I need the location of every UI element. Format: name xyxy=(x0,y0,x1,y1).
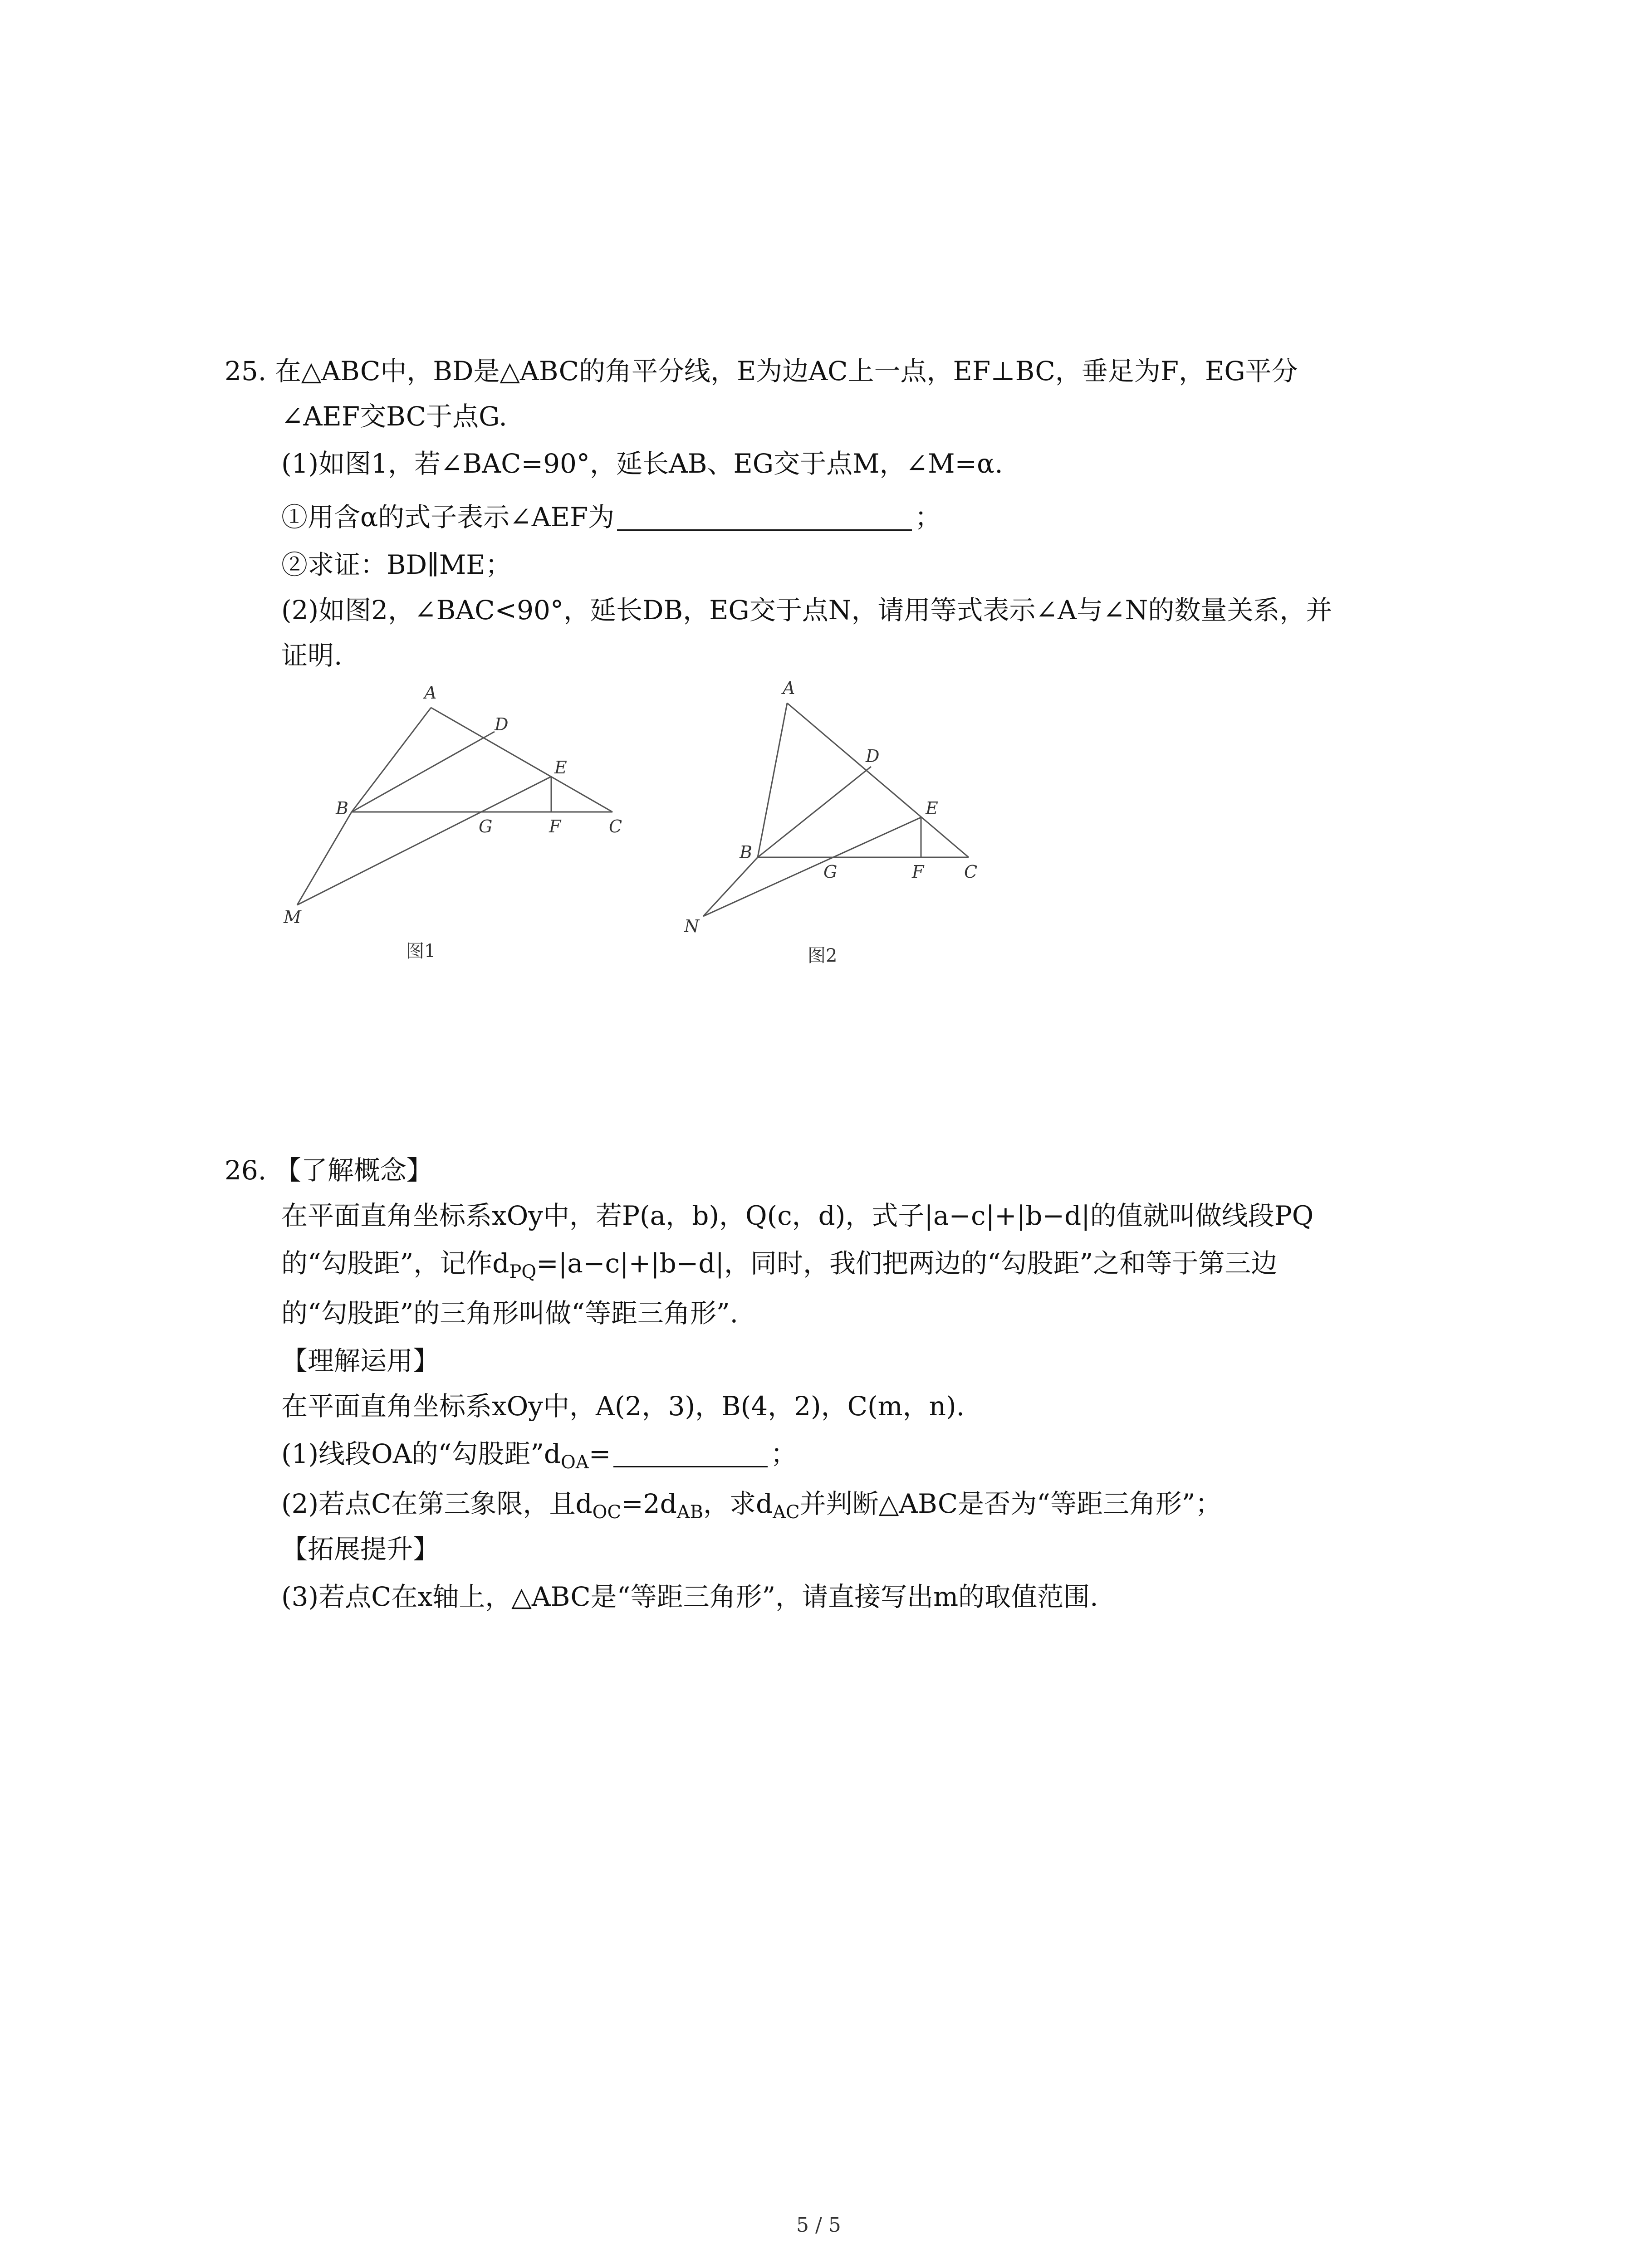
fig2-segment-bn xyxy=(703,857,758,916)
fig2-segment-en xyxy=(703,817,921,916)
fig2-label-e: E xyxy=(926,798,938,818)
q26-part2-sub-ab: AB xyxy=(676,1502,703,1523)
q25-part1b: ②求证：BD∥ME； xyxy=(281,549,512,580)
q26-heading-apply: 【理解运用】 xyxy=(281,1345,440,1376)
q26-part2 xyxy=(281,1486,1222,1522)
fig2-label-n: N xyxy=(684,916,700,936)
fig1-label-a: A xyxy=(424,683,437,703)
answer-blank-aef[interactable] xyxy=(617,502,912,531)
q26-part1 xyxy=(281,1436,797,1472)
q26-part1-sub-oa: OA xyxy=(561,1452,589,1473)
q26-number: 26. xyxy=(225,1155,267,1186)
q26-concept-line3: 的“勾股距”的三角形叫做“等距三角形”. xyxy=(281,1298,739,1329)
fig2-segment-bd xyxy=(758,767,871,857)
fig1-segment-bd xyxy=(352,732,495,812)
q26-part3: (3)若点C在x轴上，△ABC是“等距三角形”，请直接写出m的取值范围. xyxy=(281,1581,1098,1612)
q25-number: 25. xyxy=(225,356,267,386)
q26-apply-line1: 在平面直角坐标系xOy中，A(2，3)，B(4，2)，C(m，n). xyxy=(281,1391,965,1422)
q25-part1: (1)如图1，若∠BAC=90°，延长AB、EG交于点M，∠M=α. xyxy=(281,448,1003,479)
fig1-label-d: D xyxy=(495,714,509,734)
q26-concept-line2 xyxy=(281,1245,1277,1281)
q26-part1-suffix: ； xyxy=(770,1438,797,1469)
q26-part2-a: (2)若点C在第三象限，且d xyxy=(281,1488,593,1519)
figure-1 xyxy=(272,676,644,948)
q26-part2-sub-ac: AC xyxy=(773,1502,800,1523)
fig1-segment-ab xyxy=(352,708,431,812)
q25-part1a-suffix: ； xyxy=(915,502,941,533)
q25-line1 xyxy=(225,353,1298,389)
q26-heading-line xyxy=(225,1152,433,1188)
q26-concept-sub-pq: PQ xyxy=(509,1261,537,1282)
q26-part2-c: ，求d xyxy=(703,1488,773,1519)
q26-part2-sub-oc: OC xyxy=(592,1502,622,1523)
q26-concept-line2-a: 的“勾股距”，记作d xyxy=(281,1248,509,1279)
q25-part1a-text: ①用含α的式子表示∠AEF为 xyxy=(281,502,615,533)
fig1-label-b: B xyxy=(336,798,348,818)
answer-blank-doa[interactable] xyxy=(613,1439,768,1467)
fig2-label-g: G xyxy=(823,862,838,882)
q26-part2-d: 并判断△ABC是否为“等距三角形”； xyxy=(799,1488,1222,1519)
figure-1-caption: 图1 xyxy=(406,941,436,962)
figure-2-caption: 图2 xyxy=(808,945,838,966)
q26-heading-concept: 【了解概念】 xyxy=(274,1155,433,1186)
fig2-label-b: B xyxy=(740,842,752,862)
q25-intro-line2: ∠AEF交BC于点G. xyxy=(281,401,507,432)
q26-part1-eq: = xyxy=(588,1438,611,1469)
q26-part2-b: =2d xyxy=(621,1488,677,1519)
q25-part1a xyxy=(281,499,941,535)
q25-part2-line2: 证明. xyxy=(281,640,343,671)
q26-part1-a: (1)线段OA的“勾股距”d xyxy=(281,1438,561,1469)
fig1-label-f: F xyxy=(549,816,561,836)
fig2-label-c: C xyxy=(964,862,978,882)
fig1-label-c: C xyxy=(609,816,622,836)
fig1-label-e: E xyxy=(554,758,567,777)
fig1-label-m: M xyxy=(284,907,301,927)
q25-intro-line1: 在△ABC中，BD是△ABC的角平分线，E为边AC上一点，EF⊥BC，垂足为F，EG平分 xyxy=(274,356,1298,386)
fig2-segment-ab xyxy=(758,703,787,857)
figure-2 xyxy=(658,676,1003,957)
q26-concept-line2-b: =|a−c|+|b−d|，同时，我们把两边的“勾股距”之和等于第三边 xyxy=(536,1248,1278,1279)
fig2-label-d: D xyxy=(866,746,880,766)
fig2-segment-ac xyxy=(787,703,969,857)
q26-concept-line1: 在平面直角坐标系xOy中，若P(a，b)，Q(c，d)，式子|a−c|+|b−d|的值就叫做线段PQ xyxy=(281,1200,1314,1231)
fig1-label-g: G xyxy=(479,816,493,836)
fig2-label-a: A xyxy=(783,678,795,698)
q26-heading-extend: 【拓展提升】 xyxy=(281,1534,440,1564)
page-number: 5 / 5 xyxy=(796,2214,841,2237)
fig1-segment-ac xyxy=(431,708,612,812)
fig2-label-f: F xyxy=(912,862,924,882)
q25-part2-line1: (2)如图2，∠BAC<90°，延长DB，EG交于点N，请用等式表示∠A与∠N的数量关系，并 xyxy=(281,595,1332,626)
